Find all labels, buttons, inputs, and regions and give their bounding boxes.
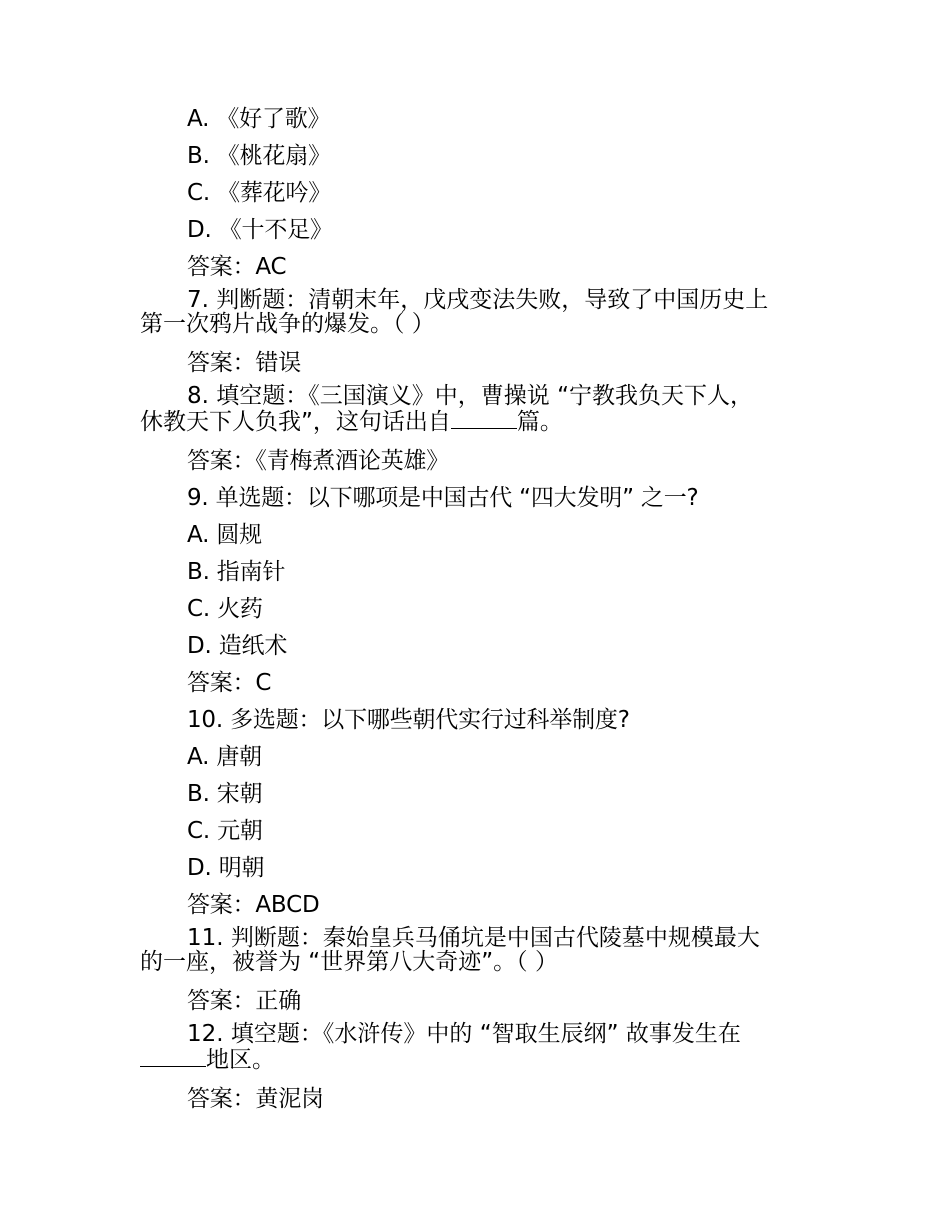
question-7 bbox=[140, 286, 820, 345]
fill-blank bbox=[140, 1046, 206, 1067]
option-c: C. 元朝 bbox=[187, 818, 263, 844]
answer: 答案：C bbox=[187, 670, 272, 696]
question-text: 8. 填空题：《三国演义》中，曹操说 “宁教我负天下人， bbox=[187, 383, 753, 409]
question-text: 的一座，被誉为 “世界第八大奇迹”。（ ） bbox=[140, 949, 558, 975]
question-text: 12. 填空题：《水浒传》中的 “智取生辰纲” 故事发生在 bbox=[187, 1021, 741, 1047]
question-11 bbox=[140, 924, 820, 983]
answer: 答案：《青梅煮酒论英雄》 bbox=[187, 448, 450, 474]
question-text: 篇。 bbox=[516, 409, 563, 435]
option-a: A. 唐朝 bbox=[187, 744, 262, 770]
question-text: 7. 判断题：清朝末年，戊戌变法失败，导致了中国历史上 bbox=[187, 287, 769, 313]
option-d: D. 造纸术 bbox=[187, 633, 288, 659]
question-10: 10. 多选题：以下哪些朝代实行过科举制度? bbox=[187, 707, 630, 733]
question-text-line2 bbox=[140, 408, 820, 434]
answer: 答案：ABCD bbox=[187, 892, 320, 918]
question-text-line2 bbox=[140, 1046, 820, 1072]
question-8 bbox=[140, 382, 820, 443]
fill-blank bbox=[451, 408, 517, 429]
option-a: A. 《好了歌》 bbox=[187, 106, 331, 132]
question-text: 11. 判断题：秦始皇兵马俑坑是中国古代陵墓中规模最大 bbox=[187, 925, 760, 951]
question-text: 休教天下人负我”，这句话出自 bbox=[140, 409, 451, 435]
answer: 答案：错误 bbox=[187, 350, 302, 376]
question-text: 地区。 bbox=[206, 1047, 275, 1073]
option-d: D. 《十不足》 bbox=[187, 217, 333, 243]
option-d: D. 明朝 bbox=[187, 855, 265, 881]
option-b: B. 《桃花扇》 bbox=[187, 143, 331, 169]
option-c: C. 火药 bbox=[187, 596, 263, 622]
question-9: 9. 单选题：以下哪项是中国古代 “四大发明” 之一? bbox=[187, 485, 699, 511]
option-b: B. 宋朝 bbox=[187, 781, 263, 807]
option-b: B. 指南针 bbox=[187, 559, 286, 585]
question-12 bbox=[140, 1020, 820, 1081]
option-c: C. 《葬花吟》 bbox=[187, 180, 332, 206]
answer: 答案：AC bbox=[187, 254, 287, 280]
document-content bbox=[140, 101, 820, 1118]
answer: 答案：黄泥岗 bbox=[187, 1086, 324, 1112]
answer: 答案：正确 bbox=[187, 988, 302, 1014]
question-text: 第一次鸦片战争的爆发。（ ） bbox=[140, 311, 435, 337]
option-a: A. 圆规 bbox=[187, 522, 262, 548]
